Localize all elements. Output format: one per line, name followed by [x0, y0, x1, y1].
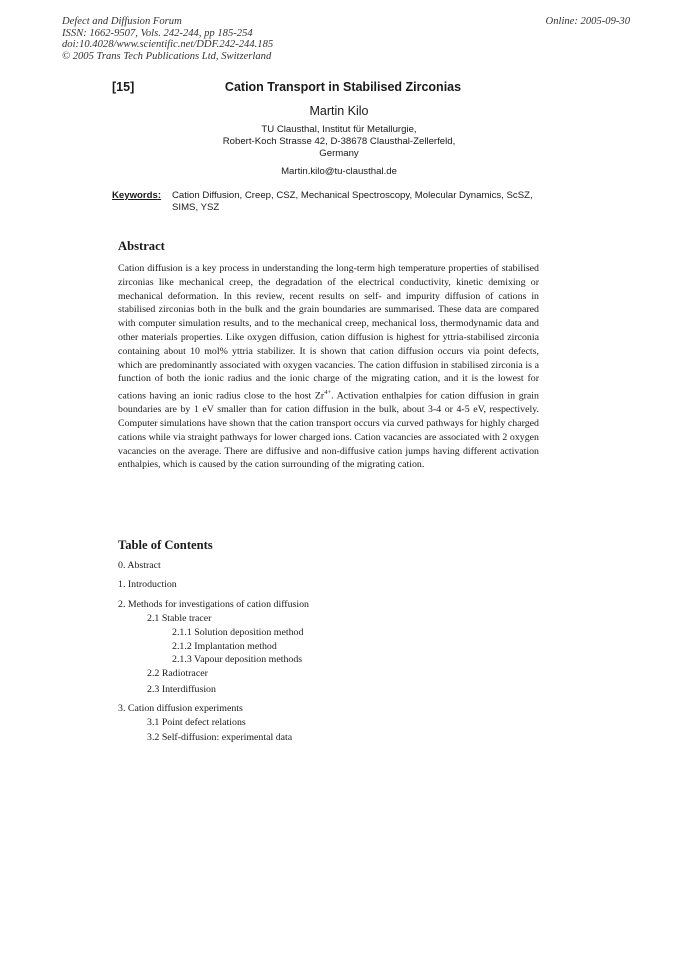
reference-number: [15] [112, 80, 135, 94]
toc-item: 1. Introduction [118, 579, 177, 590]
toc-item: 3. Cation diffusion experiments [118, 703, 243, 714]
toc-item: 2.2 Radiotracer [147, 668, 208, 679]
affiliation-line: TU Clausthal, Institut für Metallurgie, [261, 124, 417, 135]
author-name: Martin Kilo [309, 104, 369, 118]
affiliation [0, 124, 678, 161]
toc-item: 2.1.2 Implantation method [172, 641, 277, 652]
keywords-label-text: Keywords [112, 190, 158, 201]
affiliation-line: Germany [319, 148, 359, 160]
journal-name: Defect and Diffusion Forum [62, 16, 182, 27]
keywords-text: Cation Diffusion, Creep, CSZ, Mechanical Spectroscopy, Molecular Dynamics, ScSZ, SIMS, YSZ [172, 190, 533, 214]
abstract-text-continued: . Activation enthalpies for cation diffusion in grain boundaries are by 1 eV smaller than for cation diffusion in the bulk, about 3-4 or 4-5 eV, respectively. Computer simulations have shown that the cation transport occurs via curved pathways for highly charged cations while via straight pathways for lower charged ions. Cation vacancies are associated with 2 oxygen vacancies on the average. There are diffusive and non-diffusive cation jumps having different activation enthalpies, which is caused by the cation surrounding of the migrating cation. [118, 390, 539, 471]
affiliation-line: Robert-Koch Strasse 42, D-38678 Clausthal-Zellerfeld, [222, 136, 456, 148]
doi-line: doi:10.4028/www.scientific.net/DDF.242-244.185 [62, 39, 274, 51]
online-date: Online: 2005-09-30 [545, 16, 630, 27]
toc-item: 2.3 Interdiffusion [147, 684, 216, 695]
journal-meta [62, 16, 273, 62]
issn-line: ISSN: 1662-9507, Vols. 242-244, pp 185-254 [62, 27, 253, 39]
copyright-line: © 2005 Trans Tech Publications Ltd, Switzerland [62, 50, 272, 62]
toc-item: 2.1.1 Solution deposition method [172, 627, 304, 638]
toc-item: 2.1 Stable tracer [147, 613, 212, 624]
toc-heading: Table of Contents [118, 538, 213, 552]
abstract-body [118, 262, 539, 472]
toc-item: 2.1.3 Vapour deposition methods [172, 654, 303, 665]
author-email: Martin.kilo@tu-clausthal.de [281, 166, 397, 177]
abstract-text: Cation diffusion is a key process in understanding the long-term high temperature properties of stabilised zirconias like mechanical creep, the degradation of the electrical conductivity, kinetic demixing or mechanical deformation. In this review, recent results on self- and impurity diffusion of cations in stabilised zirconias both in the bulk and the grain boundaries are summarised. These data are compared with computer simulation results, and to the mechanical creep, mechanical loss, thermodynamic data and other materials properties. Like oxygen diffusion, cation diffusion is highest for yttria-stabilised zirconia containing about 10 mol% yttria stabilizer. It is shown that cation diffusion occurs via point defects, which are predominantly associated with oxygen vacancies. The cation diffusion in stabilised zirconia is a function of both the ionic radius and the ionic charge of the migrating cation, and it is the lowest for cations having an ionic radius close to the host Zr [118, 263, 539, 402]
toc-item: 3.1 Point defect relations [147, 717, 246, 728]
abstract-heading: Abstract [118, 239, 165, 253]
abstract-superscript: 4+ [324, 389, 332, 397]
paper-title: Cation Transport in Stabilised Zirconias [224, 80, 462, 94]
toc-item: 3.2 Self-diffusion: experimental data [147, 732, 293, 743]
toc-item: 0. Abstract [118, 560, 161, 571]
toc-item: 2. Methods for investigations of cation diffusion [118, 599, 309, 610]
keywords-label: Keywords: [112, 190, 162, 201]
